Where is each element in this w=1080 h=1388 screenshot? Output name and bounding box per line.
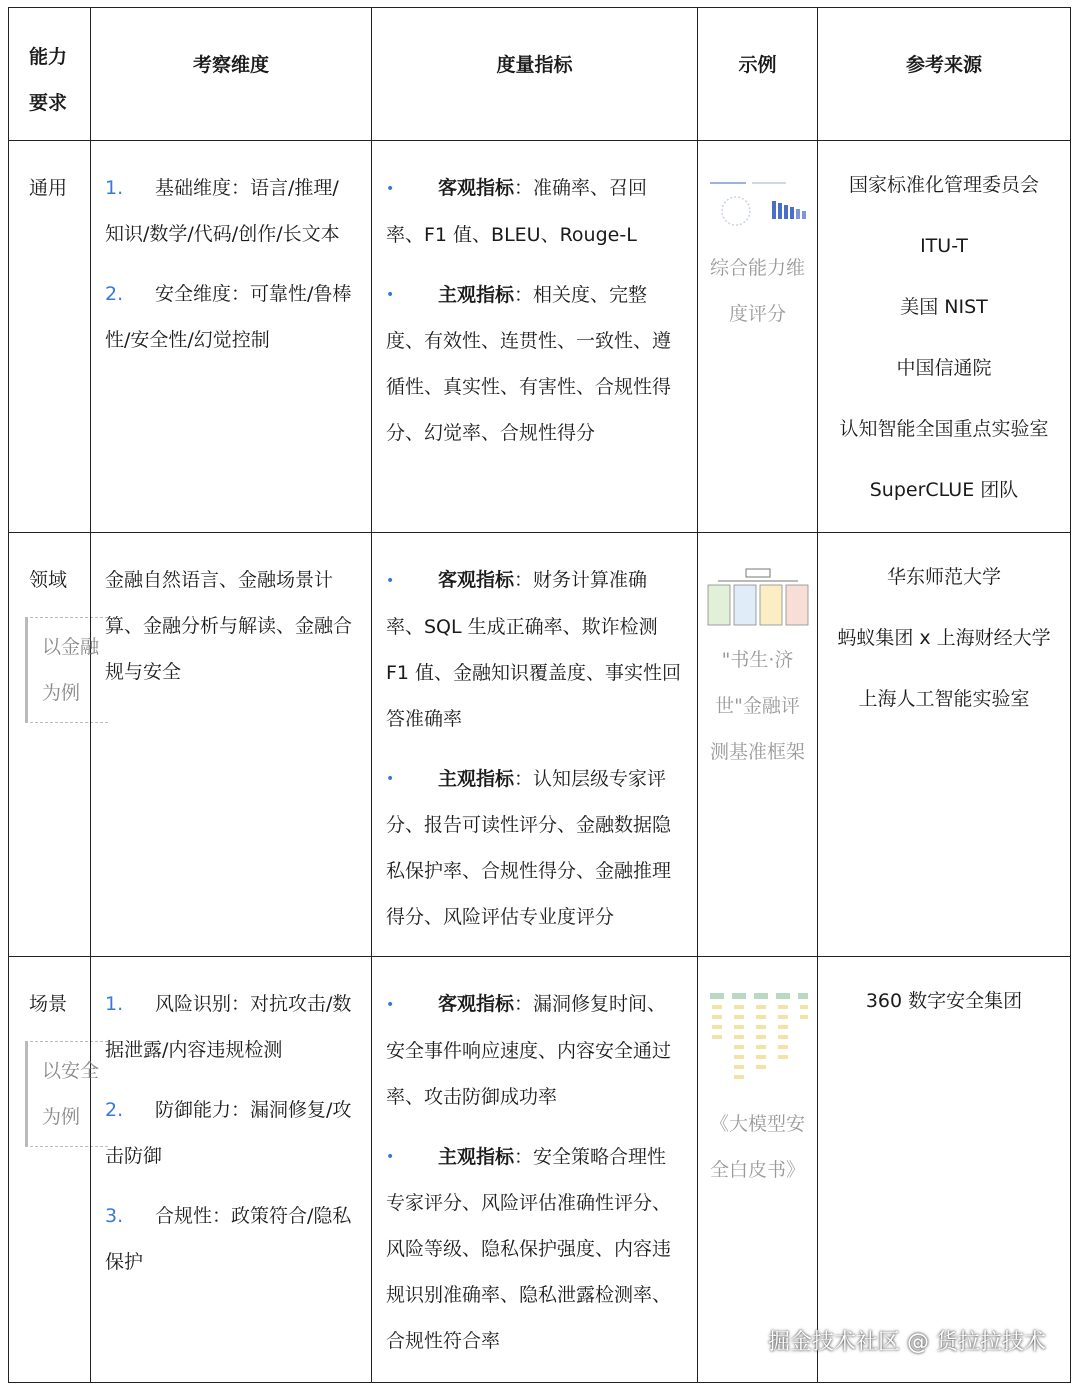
header-capability-line2: 要求 <box>29 92 68 114</box>
header-dimension: 考察维度 <box>91 8 372 141</box>
source-item: 美国 NIST <box>900 296 988 318</box>
table-row <box>9 957 1071 1383</box>
dimension-cell <box>91 141 372 533</box>
source-item: 蚂蚁集团 x 上海财经大学 <box>837 627 1051 649</box>
area-cell: 通用 <box>9 141 91 533</box>
example-tag: 以金融为例 <box>25 617 108 723</box>
table-row <box>9 141 1071 533</box>
source-cell <box>818 141 1071 533</box>
example-thumbnail-image <box>706 175 810 235</box>
list-item: 2. 安全维度：可靠性/鲁棒性/安全性/幻觉控制 <box>105 283 352 351</box>
header-row <box>9 8 1071 141</box>
metric-item: • 主观指标：认知层级专家评分、报告可读性评分、金融数据隐私保护率、合规性得分、金融推理得分、风险评估专业度评分 <box>386 767 672 928</box>
metric-item: • 客观指标：财务计算准确率、SQL 生成正确率、欺诈检测 F1 值、金融知识覆盖度、事实性回答准确率 <box>386 569 682 730</box>
dimension-cell: 金融自然语言、金融场景计算、金融分析与解读、金融合规与安全 <box>91 533 372 957</box>
example-caption: "书生·济世"金融评测基准框架 <box>710 649 806 763</box>
source-item: 国家标准化管理委员会 <box>848 174 1039 196</box>
header-capability-line1: 能力 <box>29 46 68 68</box>
example-cell <box>698 141 818 533</box>
metric-cell <box>372 957 698 1383</box>
metric-item: • 客观指标：漏洞修复时间、安全事件响应速度、内容安全通过率、攻击防御成功率 <box>386 993 672 1108</box>
source-item: ITU-T <box>920 235 968 257</box>
metric-item: • 主观指标：安全策略合理性专家评分、风险评估准确性评分、风险等级、隐私保护强度、内容违规识别准确率、隐私泄露检测率、合规性符合率 <box>386 1145 672 1352</box>
metric-item: • 客观指标：准确率、召回率、F1 值、BLEU、Rouge-L <box>386 177 648 246</box>
header-source: 参考来源 <box>818 8 1071 141</box>
list-item: 3. 合规性：政策符合/隐私保护 <box>105 1205 352 1273</box>
example-cell <box>698 533 818 957</box>
source-item: 360 数字安全集团 <box>865 990 1023 1012</box>
metric-item: • 主观指标：相关度、完整度、有效性、连贯性、一致性、遵循性、真实性、有害性、合规性得分、幻觉率、合规性得分 <box>386 283 672 444</box>
source-item: SuperCLUE 团队 <box>869 479 1019 501</box>
watermark-text: 掘金技术社区 @ 货拉拉技术 <box>768 1330 1046 1355</box>
header-metric: 度量指标 <box>372 8 698 141</box>
area-cell: 场景 以安全为例 <box>9 957 91 1383</box>
header-capability <box>9 8 91 141</box>
area-cell: 领域 以金融为例 <box>9 533 91 957</box>
capability-table <box>8 7 1071 1383</box>
list-item: 1. 风险识别：对抗攻击/数据泄露/内容违规检测 <box>105 993 352 1061</box>
source-cell <box>818 533 1071 957</box>
source-item: 上海人工智能实验室 <box>858 688 1030 710</box>
example-caption: 综合能力维度评分 <box>709 257 805 325</box>
example-tag: 以安全为例 <box>25 1041 108 1147</box>
metric-cell <box>372 141 698 533</box>
example-cell <box>698 957 818 1383</box>
table-row <box>9 533 1071 957</box>
list-item: 1. 基础维度：语言/推理/知识/数学/代码/创作/长文本 <box>105 177 340 245</box>
source-item: 认知智能全国重点实验室 <box>839 418 1049 440</box>
metric-cell <box>372 533 698 957</box>
list-item: 2. 防御能力：漏洞修复/攻击防御 <box>105 1099 352 1167</box>
dimension-cell <box>91 957 372 1383</box>
header-example: 示例 <box>698 8 818 141</box>
source-item: 中国信通院 <box>896 357 992 379</box>
example-caption: 《大模型安全白皮书》 <box>710 1113 806 1181</box>
example-thumbnail-image <box>706 991 810 1091</box>
source-cell <box>818 957 1071 1383</box>
source-item: 华东师范大学 <box>886 566 1001 588</box>
example-thumbnail-image <box>706 567 810 627</box>
